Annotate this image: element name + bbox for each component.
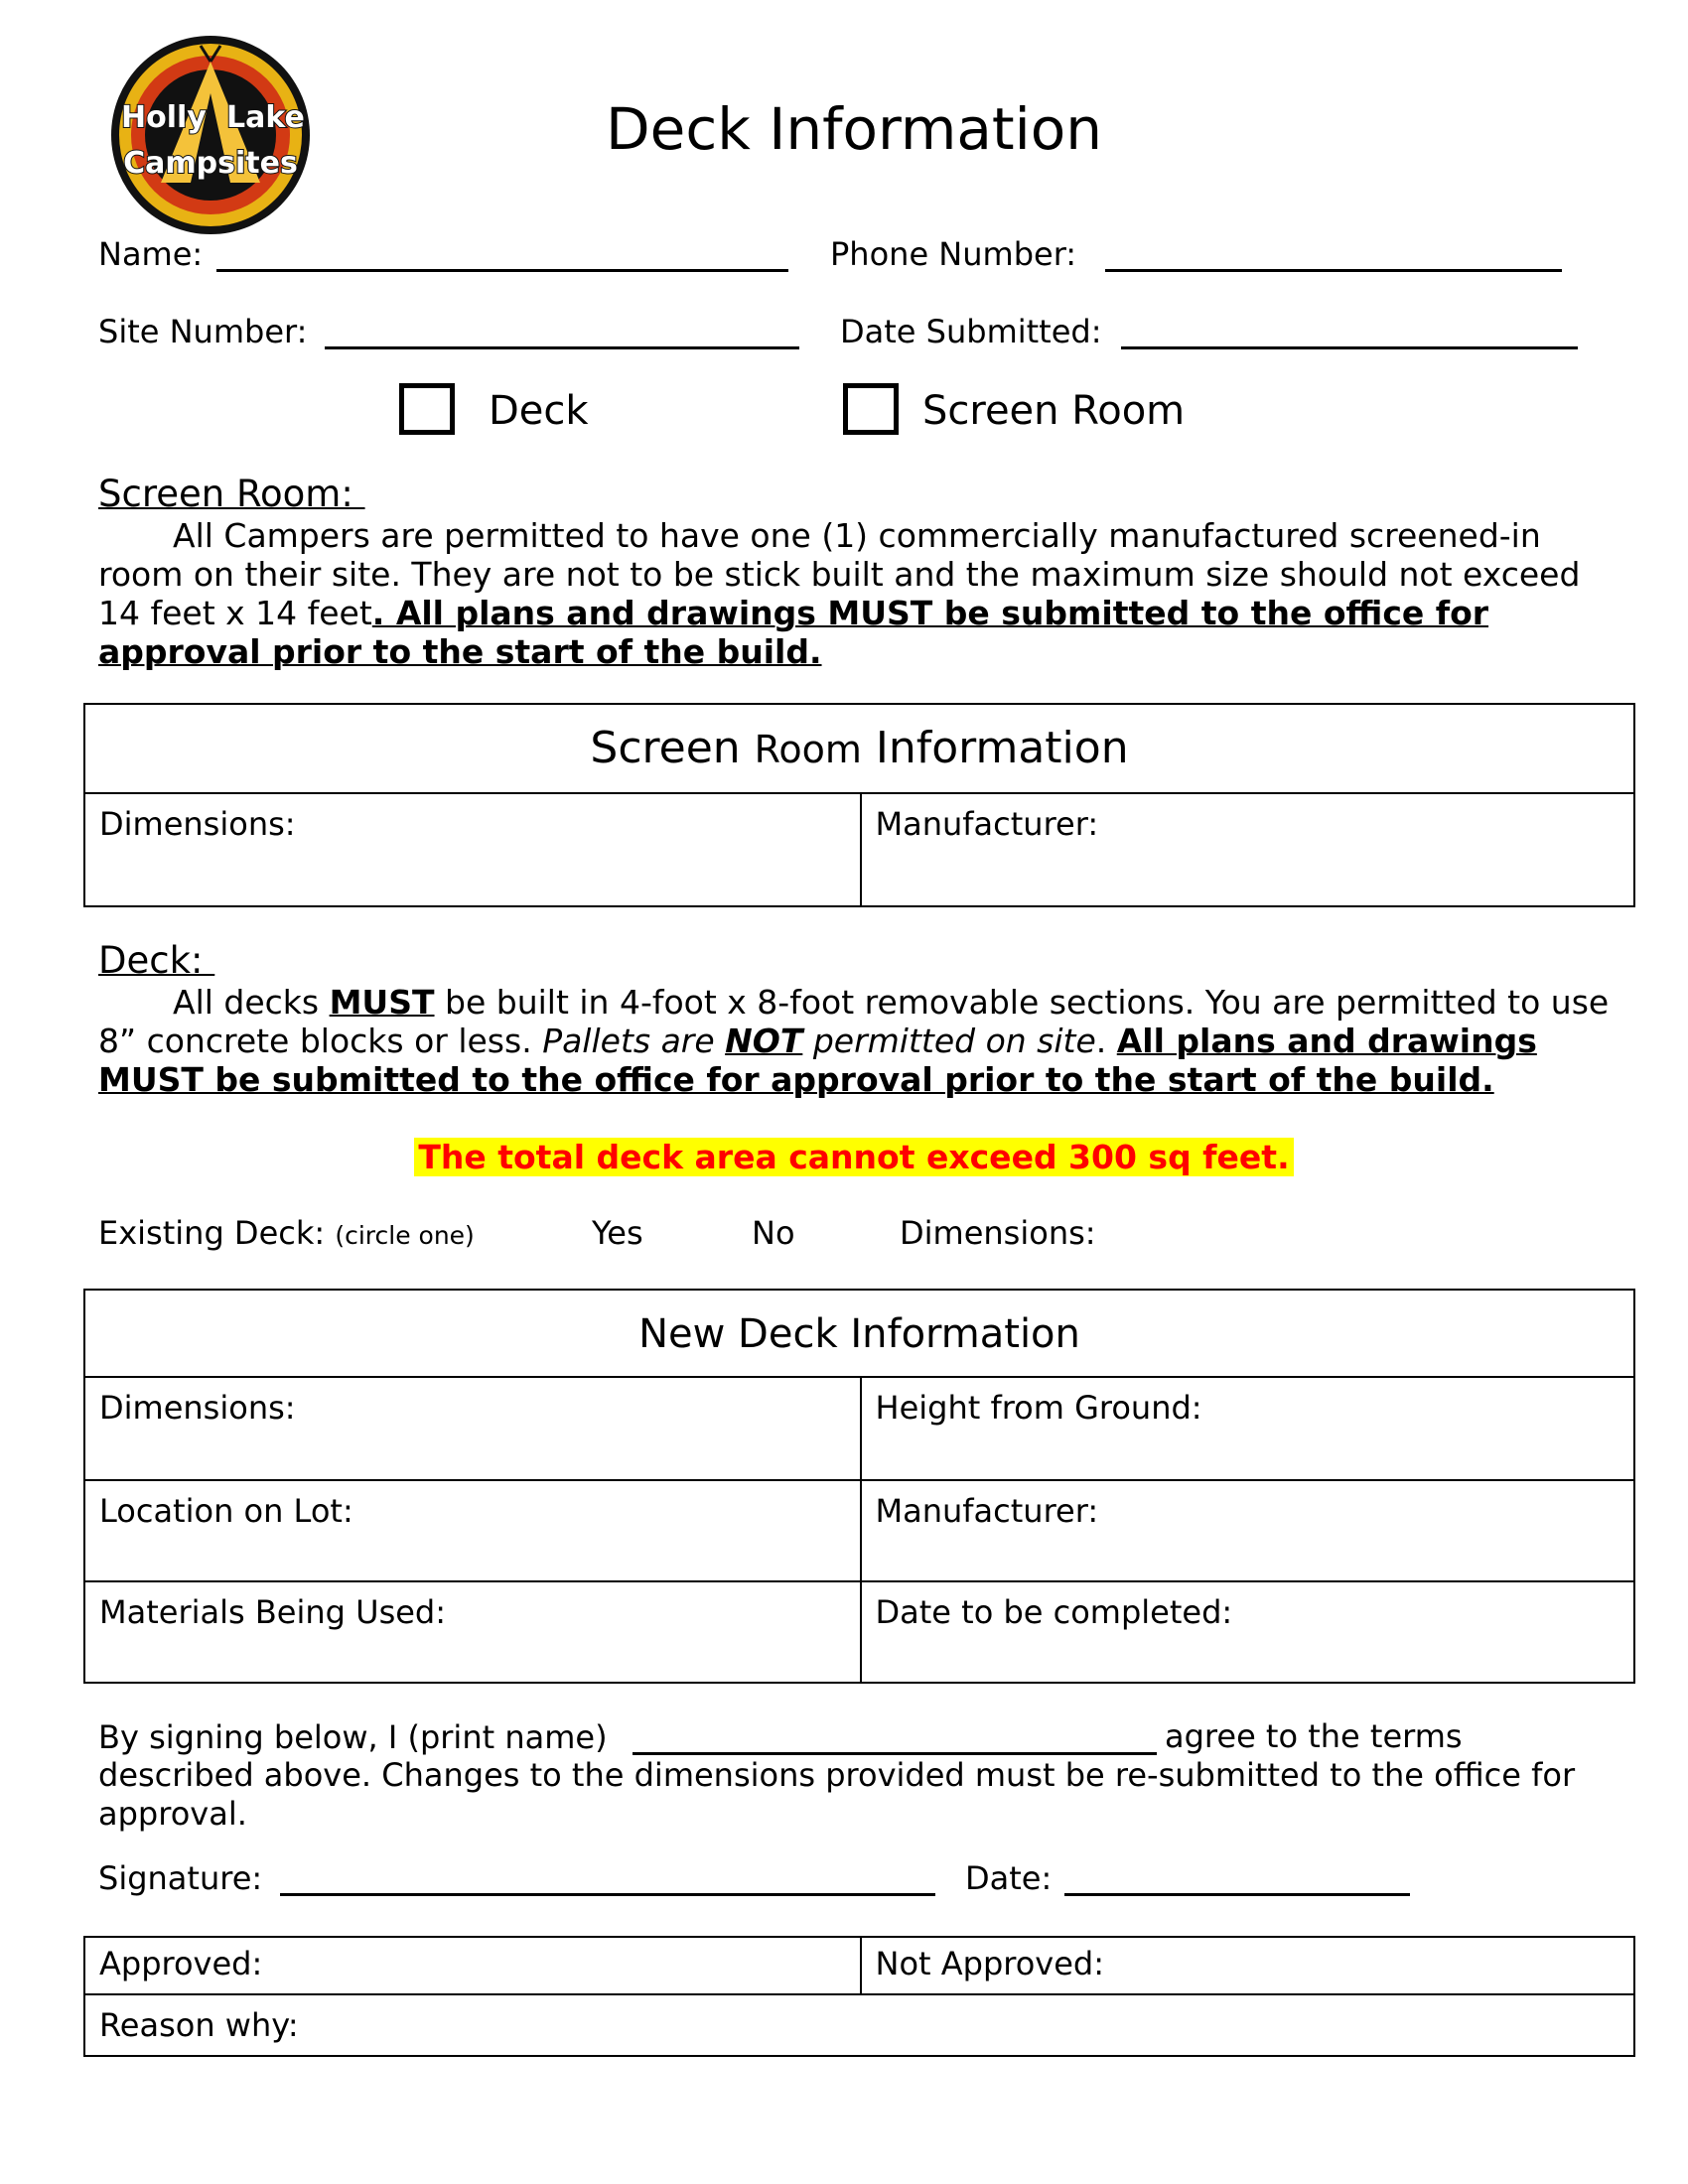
cell-label: Dimensions: [99, 805, 296, 843]
cell-label: Height from Ground: [875, 1389, 1202, 1427]
deck-must-text: MUST [329, 983, 435, 1022]
materials-being-used-cell[interactable] [85, 1582, 860, 1682]
new-deck-dimensions-cell[interactable] [85, 1378, 860, 1479]
height-from-ground-cell[interactable] [860, 1378, 1634, 1479]
deck-area-warning: The total deck area cannot exceed 300 sq feet. [414, 1138, 1293, 1176]
site-label: Site Number: [98, 313, 308, 350]
cell-label: Manufacturer: [875, 1492, 1099, 1530]
name-label: Name: [98, 235, 204, 273]
logo-text-campsites: Campsites [123, 146, 298, 181]
circle-one-note: (circle one) [335, 1221, 475, 1250]
screen-room-text: All Campers are permitted to have one (1) commercially manufactured screened-in room on their site. They are not to be stick built and the maximum size should not exceed 14 feet x 14 feet [98, 516, 1581, 632]
approved-cell[interactable] [85, 1938, 860, 1993]
date-submitted-label: Date Submitted: [840, 313, 1102, 350]
location-on-lot-cell[interactable] [85, 1481, 860, 1580]
signature-date-label: Date: [965, 1859, 1053, 1897]
cell-label: Date to be completed: [875, 1593, 1233, 1631]
table-title-part: Screen [590, 723, 755, 773]
signature-field[interactable] [280, 1893, 935, 1896]
agreement-text: By signing below, I (print name) [98, 1718, 608, 1756]
deck-checkbox[interactable] [399, 383, 455, 435]
deck-pallets-text: permitted on site [802, 1022, 1096, 1060]
phone-label: Phone Number: [830, 235, 1077, 273]
screen-room-info-title [85, 705, 1633, 794]
existing-deck-no-option[interactable]: No [752, 1214, 795, 1252]
cell-label: Not Approved: [875, 1945, 1104, 1982]
cell-label: Approved: [99, 1945, 263, 1982]
site-field[interactable] [325, 346, 799, 349]
screen-room-checkbox-label: Screen Room [922, 388, 1186, 434]
new-deck-info-table [83, 1289, 1635, 1684]
page-title: Deck Information [606, 95, 1102, 163]
existing-deck-text: Existing Deck: [98, 1214, 336, 1252]
screen-room-bold-text: . All plans and drawings MUST be submitted to the office for approval prior to the start of the build. [98, 594, 1489, 671]
phone-field[interactable] [1105, 269, 1562, 272]
new-deck-info-title: New Deck Information [85, 1291, 1633, 1378]
deck-paragraph [98, 983, 1618, 1099]
deck-text: . [1095, 1022, 1117, 1060]
cell-label: Location on Lot: [99, 1492, 353, 1530]
table-title-part: Information [861, 723, 1129, 773]
logo-text-holly: Holly [121, 100, 207, 135]
logo-text-lake: Lake [226, 100, 305, 135]
deck-text: be built in 4-foot x 8-foot removable sections. You are permitted to use 8” concrete blocks or less. [98, 983, 1610, 1060]
signature-label: Signature: [98, 1859, 263, 1897]
date-submitted-field[interactable] [1121, 346, 1578, 349]
deck-heading: Deck: [98, 939, 215, 982]
not-approved-cell[interactable] [860, 1938, 1634, 1993]
deck-bold-text: All plans and drawings MUST be submitted to the office for approval prior to the start of the build. [98, 1022, 1537, 1099]
deck-checkbox-label: Deck [489, 388, 589, 434]
cell-label: Manufacturer: [875, 805, 1099, 843]
screen-room-dimensions-cell[interactable] [85, 794, 860, 905]
cell-label: Reason why: [99, 2006, 299, 2044]
cell-label: Materials Being Used: [99, 1593, 447, 1631]
cell-label: Dimensions: [99, 1389, 296, 1427]
existing-deck-label [98, 1213, 475, 1256]
screen-room-info-table [83, 703, 1635, 907]
screen-room-heading: Screen Room: [98, 473, 365, 515]
name-field[interactable] [216, 269, 788, 272]
table-title-part: Room [754, 728, 862, 771]
signature-date-field[interactable] [1064, 1893, 1410, 1896]
screen-room-paragraph [98, 516, 1618, 671]
reason-why-cell[interactable] [85, 1995, 1633, 2055]
existing-deck-yes-option[interactable]: Yes [592, 1214, 643, 1252]
approval-table [83, 1936, 1635, 2057]
holly-lake-campsites-logo [109, 34, 312, 236]
deck-pallets-text: Pallets are [542, 1022, 726, 1060]
new-deck-manufacturer-cell[interactable] [860, 1481, 1634, 1580]
agreement-paragraph: agree to the terms described above. Changes to the dimensions provided must be re-submitted to the office for approval. [98, 1717, 1576, 1833]
date-to-be-completed-cell[interactable] [860, 1582, 1634, 1682]
deck-warning-row [0, 1138, 1688, 1176]
existing-deck-dimensions-label: Dimensions: [900, 1214, 1096, 1252]
deck-text: All decks [173, 983, 330, 1022]
screen-room-checkbox[interactable] [843, 383, 899, 435]
deck-not-text: NOT [725, 1022, 803, 1060]
screen-room-manufacturer-cell[interactable] [860, 794, 1634, 905]
